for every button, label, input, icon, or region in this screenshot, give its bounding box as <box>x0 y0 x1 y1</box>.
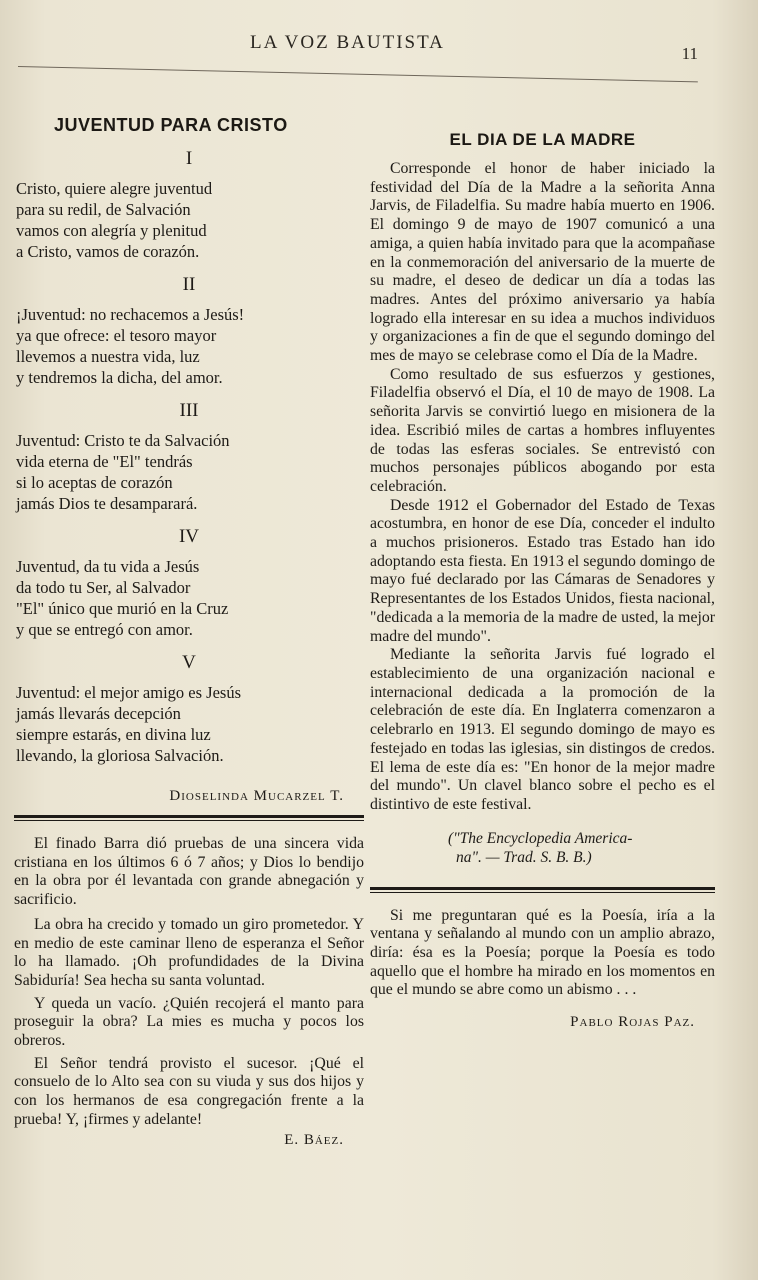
right-column <box>370 130 715 1031</box>
barra-author: E. Báez. <box>284 1131 344 1148</box>
poesia-author: Pablo Rojas Paz. <box>570 1014 695 1031</box>
citation-line: na". — Trad. S. B. B.) <box>456 848 592 866</box>
stanza-number: II <box>182 274 196 295</box>
poem-title: JUVENTUD PARA CRISTO <box>54 115 288 135</box>
page-number: 11 <box>681 44 698 63</box>
poem-line: "El" único que murió en la Cruz <box>16 599 229 618</box>
poem-stanza-4 <box>14 526 364 640</box>
barra-tribute <box>14 835 364 1149</box>
poem-line: Juventud, da tu vida a Jesús <box>16 557 200 576</box>
poem-line: llevando, la gloriosa Salvación. <box>16 746 224 765</box>
poem-line: vamos con alegría y plenitud <box>16 221 207 240</box>
header-rule <box>18 66 698 82</box>
paragraph: El Señor tendrá provisto el sucesor. ¡Qué el consuelo de lo Alto sea con su viuda y sus dos hijos y con los hermanos de esa congregación frente a la prueba! Y, ¡firmes y adelante! <box>14 1054 364 1128</box>
poesia-quote <box>370 907 715 1032</box>
poem-line: si lo aceptas de corazón <box>16 473 173 492</box>
article-title: EL DIA DE LA MADRE <box>449 130 636 149</box>
section-divider <box>14 815 364 821</box>
paragraph: La obra ha crecido y tomado un giro prometedor. Y en medio de este caminar lleno de esperanza el Señor lo ha llamado. ¡Oh profundidades de la Divina Sabiduría! Sea hecha su santa voluntad. <box>14 915 364 989</box>
poem-stanza-5 <box>14 652 364 766</box>
paragraph: Corresponde el honor de haber iniciado la festividad del Día de la Madre a la señorita Anna Jarvis, de Filadelfia. Su madre había muerto en 1906. El domingo 9 de mayo de 1907 comunicó a una amiga, a quien había invitado para que la acompañase en la conmemoración del aniversario de la muerte de su madre, el deseo de dedicar un día a todas las madres. Antes del próximo aniversario ya había logrado ella interesar en su idea a muchos individuos y organizaciones a fin de que el segundo domingo del mes de mayo se celebrase como el Día de la Madre. <box>370 160 715 365</box>
poem-line: para su redil, de Salvación <box>16 200 191 219</box>
paragraph: Como resultado de sus esfuerzos y gestiones, Filadelfia observó el Día, el 10 de mayo de 1908. La señorita Jarvis se convirtió luego en misionera de la idea. Escribió miles de cartas a hombres influyentes de todas las esferas sociales. Se entrevistó con muchos personajes públicos abogando por esta celebración. <box>370 365 715 495</box>
poem-line: Juventud: Cristo te da Salvación <box>16 431 230 450</box>
poem-line: a Cristo, vamos de corazón. <box>16 242 200 261</box>
poem-author: Dioselinda Mucarzel T. <box>169 788 344 804</box>
poem-line: ya que ofrece: el tesoro mayor <box>16 326 217 345</box>
poem-line: jamás llevarás decepción <box>16 704 181 723</box>
citation <box>448 829 715 867</box>
poem-stanza-3 <box>14 400 364 514</box>
poem-line: Cristo, quiere alegre juventud <box>16 179 213 198</box>
section-divider <box>370 887 715 893</box>
poem-stanza-2 <box>14 274 364 388</box>
stanza-number: III <box>179 400 199 421</box>
stanza-number: IV <box>178 526 200 547</box>
paragraph: Desde 1912 el Gobernador del Estado de Texas acostumbra, en honor de ese Día, conceder el indulto a muchos prisioneros. Estado tras Estado han ido adoptando esta fiesta. En 1913 el segundo domingo de mayo fué declarado por las Cámaras de Senadores y Representantes de los Estados Unidos, fiesta nacional, "dedicada a la memoria de la madre de usted, la mejor madre del mundo". <box>370 496 715 645</box>
stanza-number: V <box>182 652 196 673</box>
poem-line: llevemos a nuestra vida, luz <box>16 347 200 366</box>
poem-line: ¡Juventud: no rechacemos a Jesús! <box>16 305 245 324</box>
left-column <box>14 110 364 1149</box>
page-header <box>0 30 758 70</box>
poem-line: da todo tu Ser, al Salvador <box>16 578 191 597</box>
stanza-number: I <box>185 148 193 169</box>
paragraph: Y queda un vacío. ¿Quién recojerá el manto para proseguir la obra? La mies es mucha y pocos los obreros. <box>14 994 364 1050</box>
paragraph: Si me preguntaran qué es la Poesía, iría a la ventana y señalando al mundo con un amplio abrazo, diría: ésa es la Poesía; porque la Poesía es todo aquello que el hombre ha mirado en los momentos en que el mundo se abre como un abismo . . . <box>370 906 715 999</box>
magazine-title: LA VOZ BAUTISTA <box>250 32 445 53</box>
paragraph: Mediante la señorita Jarvis fué logrado el establecimiento de una organización nacional e internacional dedicada a la promoción de la celebración de este día. En Inglaterra comenzaron a celebrarlo en 1913. El segundo domingo de mayo es festejado en todas las iglesias, sin distingos de credos. El lema de este día es: "En honor de la mejor madre del mundo". Un clavel blanco sobre el pecho es el distintivo de este festival. <box>370 646 715 813</box>
poem-line: vida eterna de "El" tendrás <box>16 452 193 471</box>
poem-line: siempre estarás, en divina luz <box>16 725 211 744</box>
poem-line: y tendremos la dicha, del amor. <box>16 368 223 387</box>
poem-line: y que se entregó con amor. <box>16 620 193 639</box>
citation-line: ("The Encyclopedia America- <box>448 829 633 847</box>
paragraph: El finado Barra dió pruebas de una sincera vida cristiana en los últimos 6 ó 7 años; y Dios lo bendijo en la obra por él levantada con grande abnegación y sacrificio. <box>14 835 364 909</box>
poem-line: Juventud: el mejor amigo es Jesús <box>16 683 242 702</box>
poem-line: jamás Dios te desamparará. <box>16 494 198 513</box>
poem-stanza-1 <box>14 148 364 262</box>
